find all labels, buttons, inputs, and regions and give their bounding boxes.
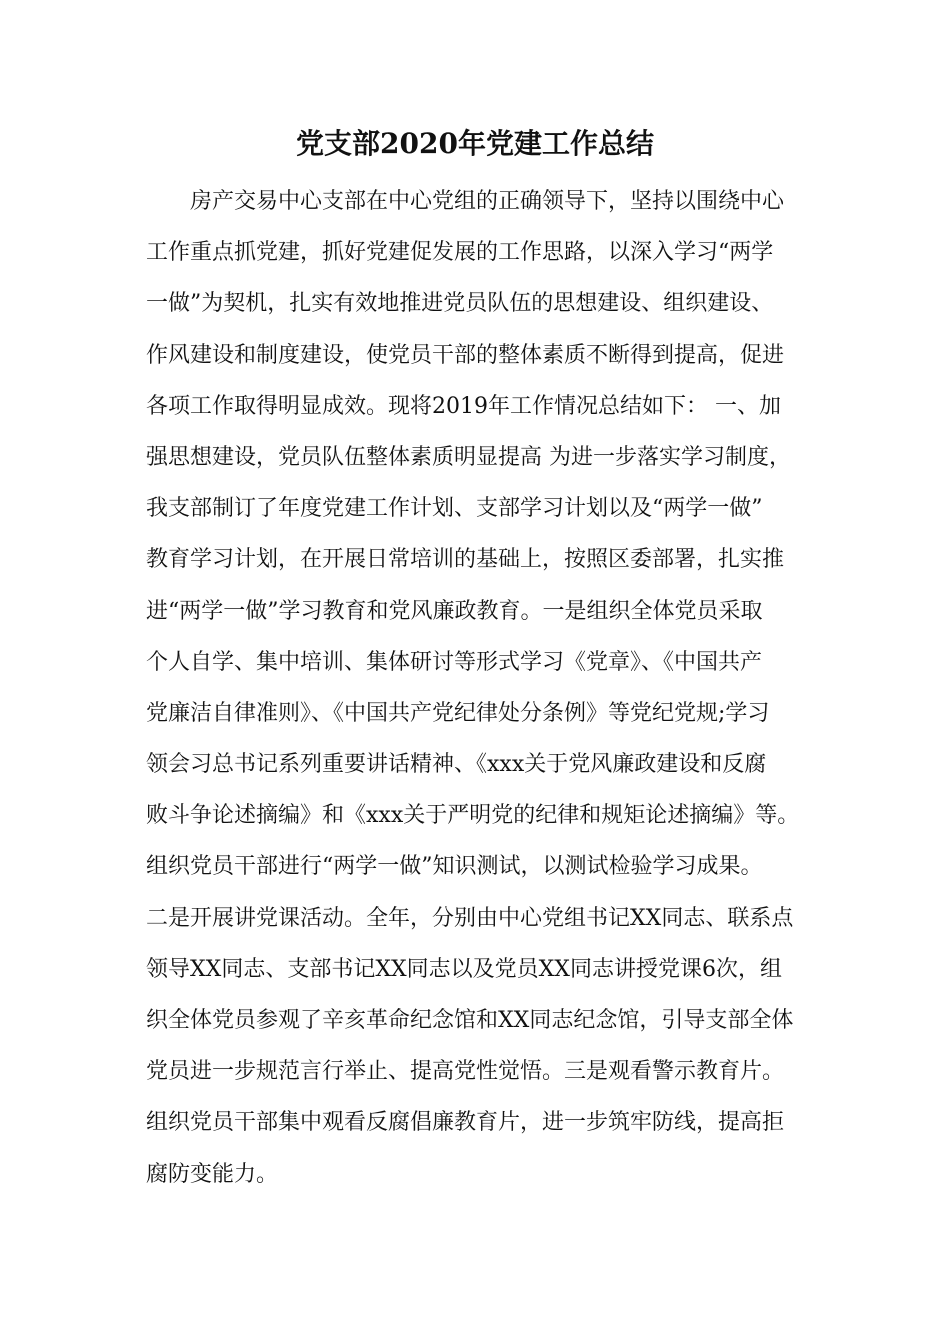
- document-title: 党支部2020年党建工作总结: [296, 127, 654, 160]
- body-line-10: 个人自学、集中培训、集体研讨等形式学习《党章》、《中国共产: [146, 649, 763, 675]
- body-line-7: 我支部制订了年度党建工作计划、支部学习计划以及“两学一做”: [146, 496, 763, 522]
- body-line-13: 败斗争论述摘编》和《xxx关于严明党的纪律和规矩论述摘编》等。: [146, 803, 800, 829]
- body-line-18: 党员进一步规范言行举止、提高党性觉悟。三是观看警示教育片。: [146, 1059, 785, 1085]
- body-line-19: 组织党员干部集中观看反腐倡廉教育片，进一步筑牢防线，提高拒: [146, 1110, 785, 1136]
- body-line-15: 二是开展讲党课活动。全年，分别由中心党组书记XX同志、联系点: [146, 905, 794, 931]
- body-line-17: 织全体党员参观了辛亥革命纪念馆和XX同志纪念馆，引导支部全体: [146, 1008, 794, 1033]
- body-line-14: 组织党员干部进行“两学一做”知识测试，以测试检验学习成果。: [146, 854, 763, 880]
- body-line-4: 作风建设和制度建设，使党员干部的整体素质不断得到提高，促进: [146, 342, 785, 368]
- body-line-11: 党廉洁自律准则》、《中国共产党纪律处分条例》等党纪党规;学习: [146, 700, 770, 726]
- body-line-16: 领导XX同志、支部书记XX同志以及党员XX同志讲授党课6次，组: [146, 956, 782, 982]
- body-line-12: 领会习总书记系列重要讲话精神、《xxx关于党风廉政建设和反腐: [146, 752, 767, 778]
- body-line-3: 一做”为契机，扎实有效地推进党员队伍的思想建设、组织建设、: [146, 291, 774, 317]
- body-line-1: 房产交易中心支部在中心党组的正确领导下，坚持以围绕中心: [146, 189, 785, 214]
- body-line-9: 进“两学一做”学习教育和党风廉政教育。一是组织全体党员采取: [146, 598, 763, 624]
- body-line-2: 工作重点抓党建，抓好党建促发展的工作思路，以深入学习“两学: [146, 240, 774, 266]
- body-line-20: 腐防变能力。: [146, 1161, 279, 1187]
- document-body: [146, 176, 846, 1200]
- body-line-6: 强思想建设，党员队伍整体素质明显提高 为进一步落实学习制度，: [146, 444, 791, 470]
- body-line-8: 教育学习计划，在开展日常培训的基础上，按照区委部署，扎实推: [146, 547, 785, 573]
- body-line-5: 各项工作取得明显成效。现将2019年工作情况总结如下： 一、加: [146, 393, 781, 419]
